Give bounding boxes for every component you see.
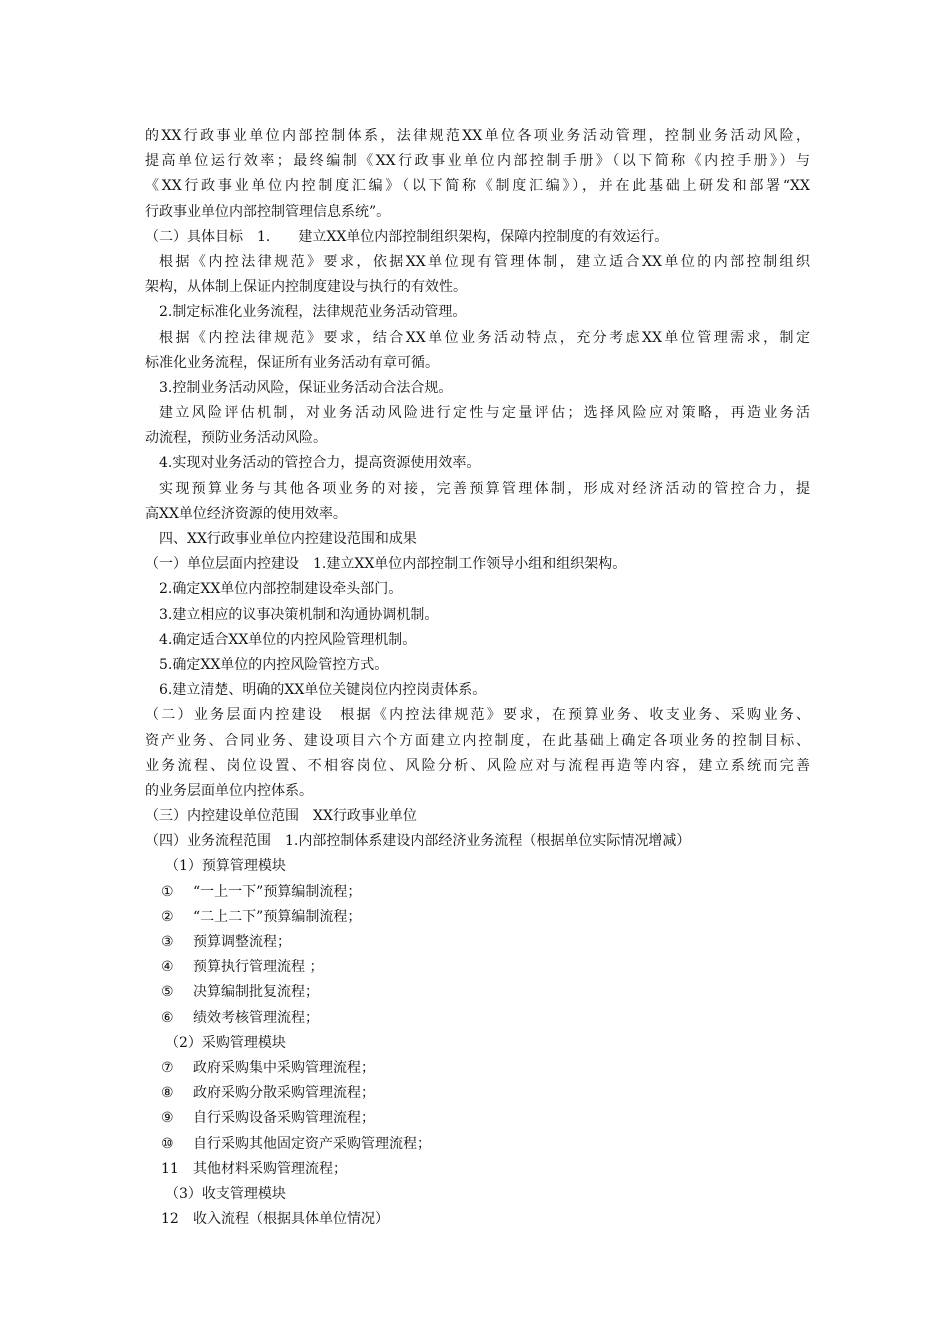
module-heading: （2）采购管理模块 bbox=[165, 1034, 286, 1051]
list-marker: ⑦ bbox=[161, 1059, 174, 1076]
list-item bbox=[145, 955, 810, 980]
list-marker: ⑥ bbox=[161, 1009, 174, 1026]
list-item-text: 自行采购其他固定资产采购管理流程； bbox=[193, 1135, 431, 1152]
list-marker: ⑤ bbox=[161, 984, 174, 1001]
section-heading: （二）业务层面内控建设 根据《内控法律规范》要求，在预算业务、收支业务、采购业务、 bbox=[145, 707, 810, 724]
module-heading: （3）收支管理模块 bbox=[165, 1185, 286, 1202]
list-marker: 11 bbox=[161, 1160, 179, 1177]
list-item: 2.确定XX单位内部控制建设牵头部门。 bbox=[159, 581, 403, 598]
list-marker: ⑨ bbox=[161, 1110, 174, 1127]
paragraph-line: 根据《内控法律规范》要求，结合XX单位业务活动特点，充分考虑XX单位管理需求，制定 bbox=[159, 329, 810, 346]
list-item bbox=[145, 905, 810, 930]
list-item bbox=[145, 1207, 810, 1232]
goal-item: 3.控制业务活动风险，保证业务活动合法合规。 bbox=[159, 379, 453, 396]
goal-item: 2.制定标准化业务流程，法律规范业务活动管理。 bbox=[159, 304, 467, 321]
paragraph-line: 动流程，预防业务活动风险。 bbox=[145, 430, 327, 447]
paragraph-line: 业务流程、岗位设置、不相容岗位、风险分析、风险应对与流程再造等内容，建立系统而完善 bbox=[145, 757, 810, 774]
list-item-text: 预算执行管理流程 ； bbox=[193, 959, 324, 976]
paragraph-line: 高XX单位经济资源的使用效率。 bbox=[145, 505, 347, 522]
paragraph-line: 实现预算业务与其他各项业务的对接，完善预算管理体制，形成对经济活动的管控合力，提 bbox=[159, 480, 810, 497]
list-item bbox=[145, 1157, 810, 1182]
section-heading: （三）内控建设单位范围 XX行政事业单位 bbox=[145, 808, 417, 825]
list-item: 4.确定适合XX单位的内控风险管理机制。 bbox=[159, 631, 417, 648]
chapter-heading: 四、XX行政事业单位内控建设范围和成果 bbox=[159, 531, 417, 547]
goal-item: 4.实现对业务活动的管控合力，提高资源使用效率。 bbox=[159, 455, 481, 472]
list-item-text: 决算编制批复流程； bbox=[193, 984, 319, 1001]
list-item bbox=[145, 1106, 810, 1131]
list-item bbox=[145, 930, 810, 955]
list-item-text: 收入流程（根据具体单位情况） bbox=[193, 1211, 389, 1228]
paragraph-line: 《XX行政事业单位内控制度汇编》（以下简称《制度汇编》），并在此基础上研发和部署“XX bbox=[145, 178, 810, 195]
paragraph-line: 行政事业单位内部控制管理信息系统”。 bbox=[145, 203, 391, 220]
paragraph-line: 架构，从体制上保证内控制度建设与执行的有效性。 bbox=[145, 279, 467, 296]
module-heading: （1）预算管理模块 bbox=[165, 858, 286, 875]
list-item bbox=[145, 980, 810, 1005]
list-item-text: 绩效考核管理流程； bbox=[193, 1009, 319, 1026]
list-marker: ⑧ bbox=[161, 1085, 174, 1102]
list-item bbox=[145, 880, 810, 905]
paragraph-line: 的业务层面单位内控体系。 bbox=[145, 782, 313, 799]
list-item: 5.确定XX单位的内控风险管控方式。 bbox=[159, 656, 389, 673]
section-heading: （二）具体目标 1. 建立XX单位内部控制组织架构，保障内控制度的有效运行。 bbox=[145, 228, 669, 245]
paragraph-line: 建立风险评估机制，对业务活动风险进行定性与定量评估；选择风险应对策略，再造业务活 bbox=[159, 405, 810, 422]
list-item bbox=[145, 1056, 810, 1081]
list-marker: ① bbox=[161, 883, 174, 900]
list-item-text: 自行采购设备采购管理流程； bbox=[193, 1110, 375, 1127]
list-marker: ② bbox=[161, 908, 174, 925]
paragraph-line: 标准化业务流程，保证所有业务活动有章可循。 bbox=[145, 354, 439, 371]
list-item bbox=[145, 1081, 810, 1106]
list-marker: ④ bbox=[161, 959, 174, 976]
section-heading: （一）单位层面内控建设 1.建立XX单位内部控制工作领导小组和组织架构。 bbox=[145, 556, 627, 573]
list-item-text: 政府采购分散采购管理流程； bbox=[193, 1085, 375, 1102]
list-marker: ③ bbox=[161, 934, 174, 950]
section-heading: （四）业务流程范围 1.内部控制体系建设内部经济业务流程（根据单位实际情况增减） bbox=[145, 833, 691, 850]
list-marker: ⑩ bbox=[161, 1135, 174, 1152]
list-item-text: 其他材料采购管理流程； bbox=[193, 1160, 347, 1177]
list-marker: 12 bbox=[161, 1211, 179, 1228]
list-item-text: 预算调整流程； bbox=[193, 934, 291, 950]
paragraph-line: 根据《内控法律规范》要求，依据XX单位现有管理体制，建立适合XX单位的内部控制组织 bbox=[159, 253, 810, 270]
list-item-text: 政府采购集中采购管理流程； bbox=[193, 1059, 375, 1076]
list-item bbox=[145, 1132, 810, 1157]
list-item bbox=[145, 1006, 810, 1031]
paragraph-line: 资产业务、合同业务、建设项目六个方面建立内控制度，在此基础上确定各项业务的控制目标、 bbox=[145, 732, 810, 749]
paragraph-line: 的XX行政事业单位内部控制体系，法律规范XX单位各项业务活动管理，控制业务活动风险， bbox=[145, 128, 810, 144]
list-item-text: “二上二下”预算编制流程； bbox=[193, 908, 362, 925]
paragraph-line: 提高单位运行效率；最终编制《XX行政事业单位内部控制手册》（以下简称《内控手册》）与 bbox=[145, 153, 810, 170]
document-body bbox=[145, 124, 810, 1232]
list-item: 6.建立清楚、明确的XX单位关键岗位内控岗责体系。 bbox=[159, 682, 487, 699]
list-item: 3.建立相应的议事决策机制和沟通协调机制。 bbox=[159, 606, 439, 623]
list-item-text: “一上一下”预算编制流程； bbox=[193, 883, 362, 900]
